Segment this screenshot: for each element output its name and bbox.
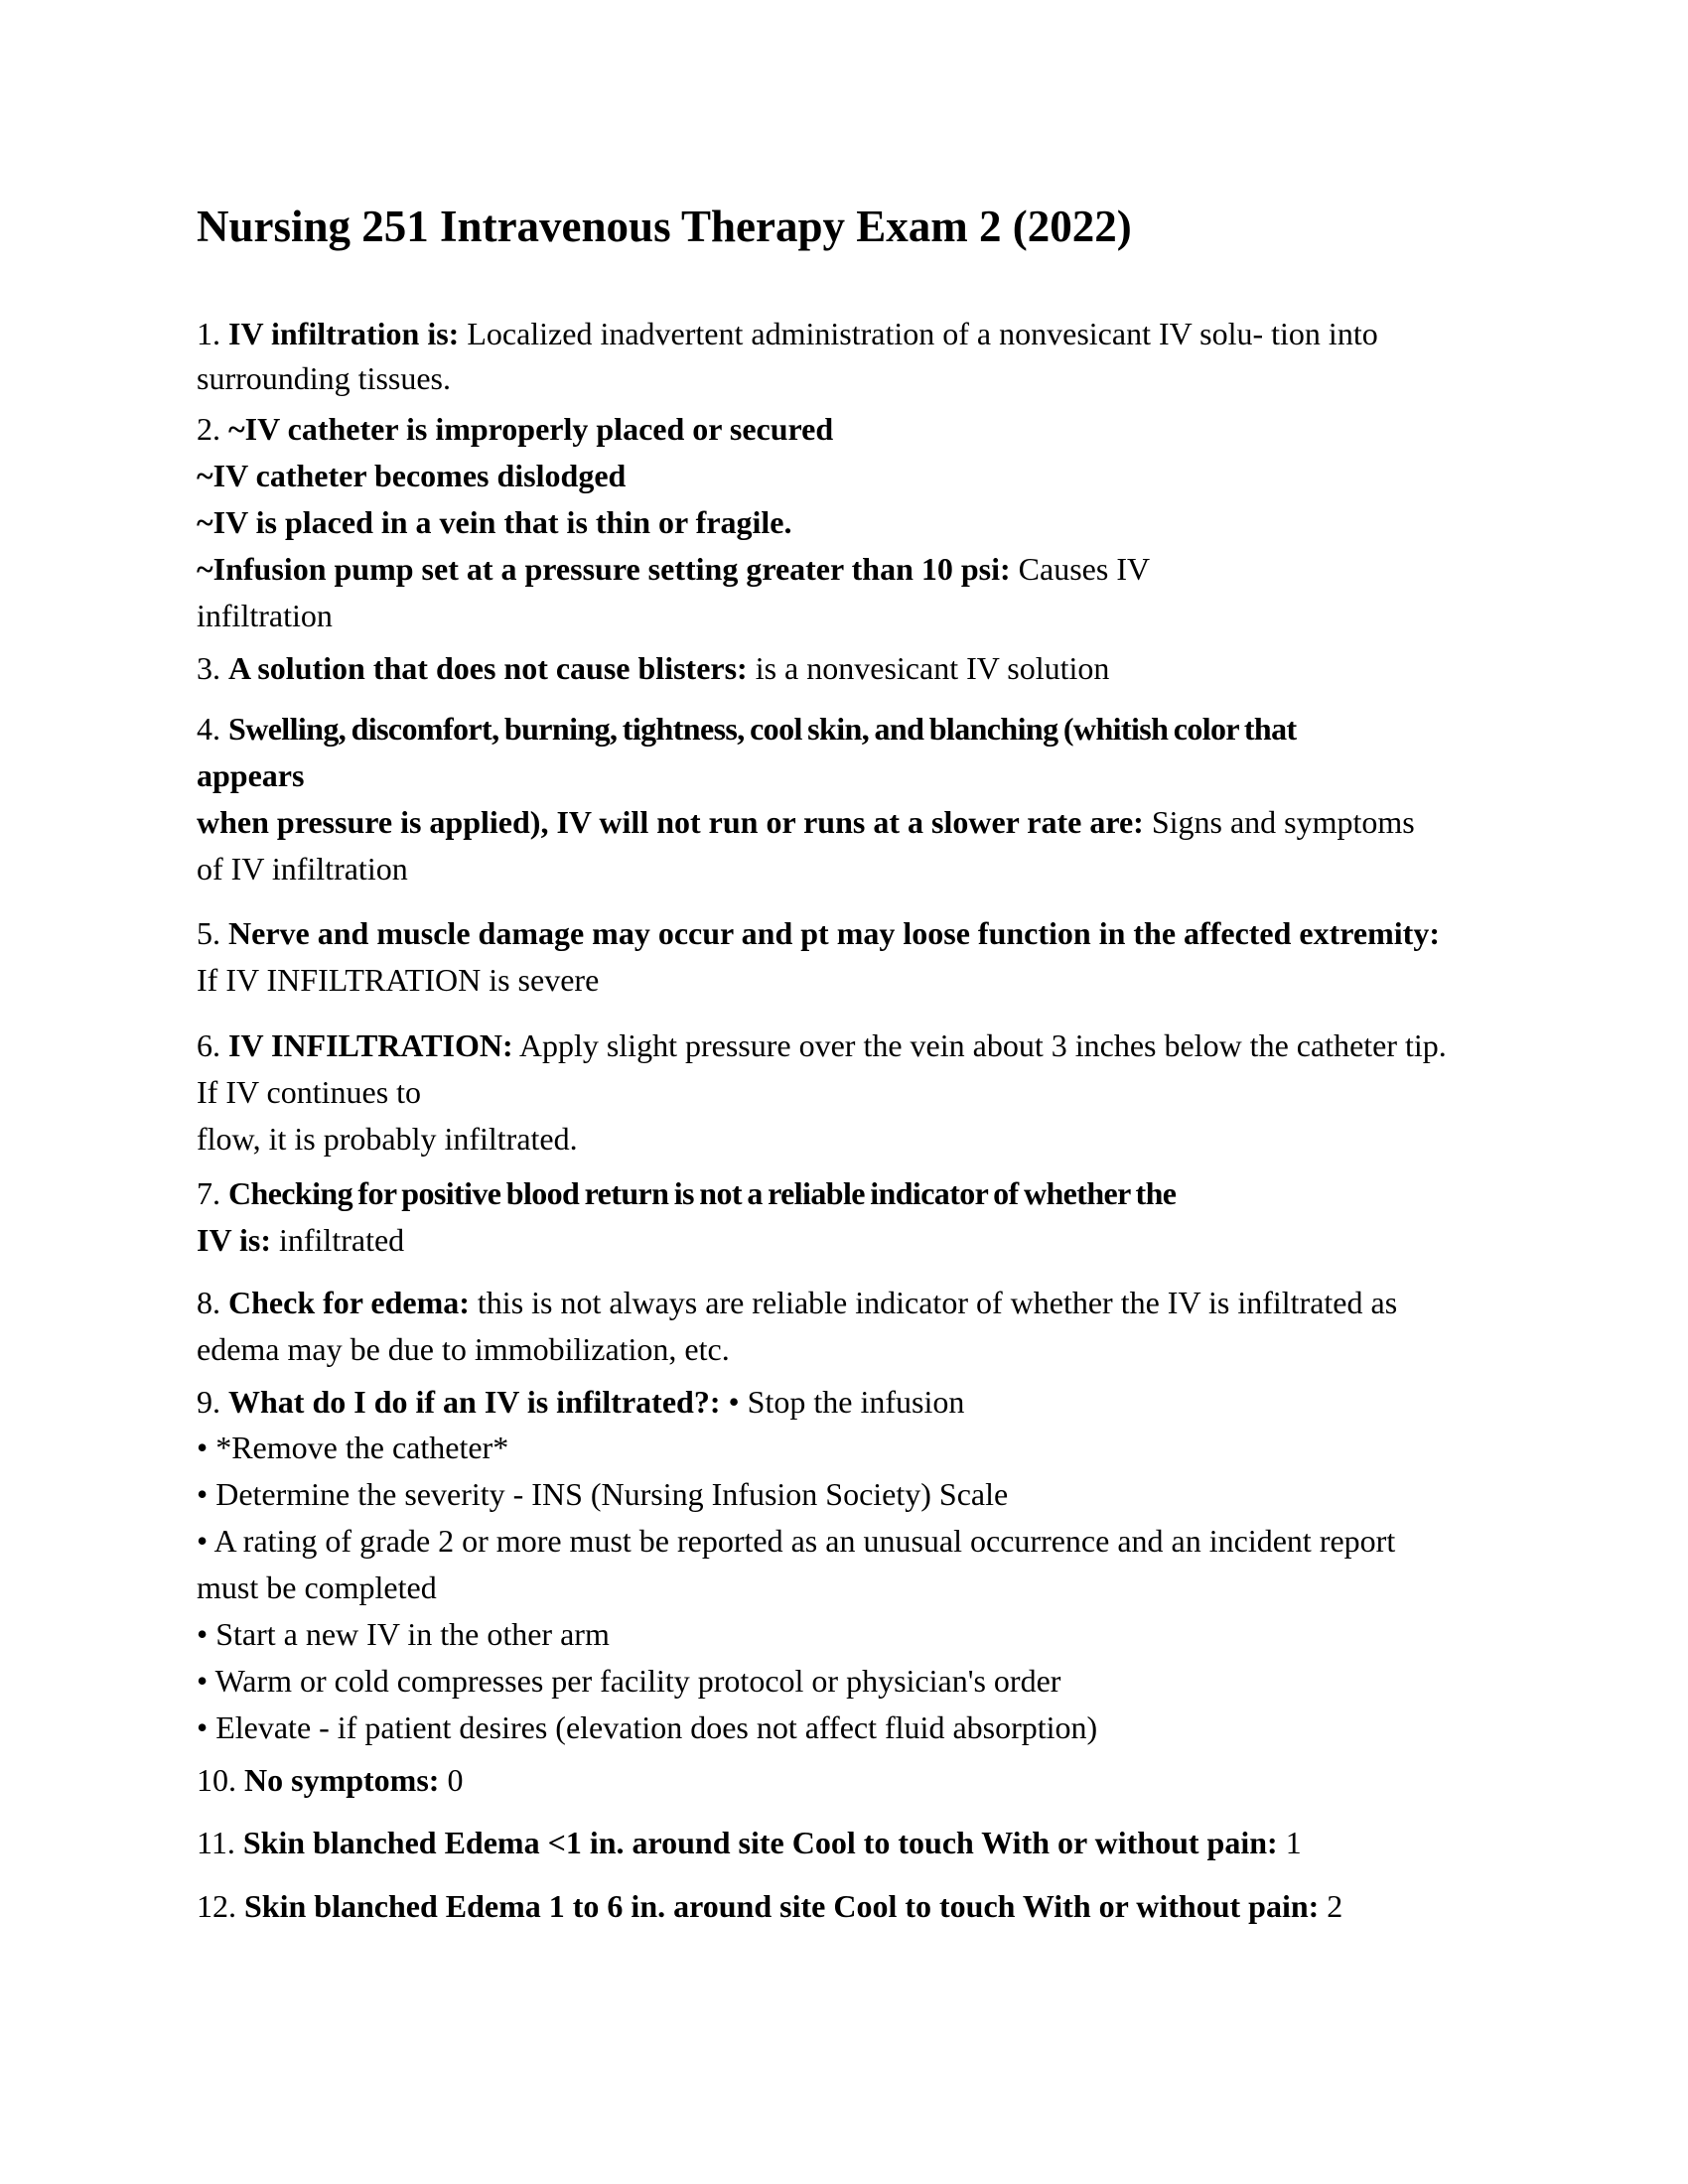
bullet-item: • Start a new IV in the other arm (197, 1616, 610, 1652)
item-definition: 2 (1327, 1888, 1343, 1924)
item-term: Check for edema: (228, 1285, 470, 1320)
item-definition-continued: infiltration (197, 598, 333, 633)
list-item (197, 646, 1109, 690)
item-definition-continued: of IV infiltration (197, 851, 408, 887)
bullet-item: • Warm or cold compresses per facility protocol or physician's order (197, 1663, 1061, 1699)
item-definition: this is not always are reliable indicator of whether the IV is infiltrated as (477, 1285, 1398, 1320)
item-term: Skin blanched Edema 1 to 6 in. around site Cool to touch With or without pain: (244, 1888, 1320, 1924)
item-term-continued: ~Infusion pump set at a pressure setting greater than 10 psi: Causes IV (197, 551, 1151, 587)
item-definition: infiltrated (278, 1222, 405, 1258)
item-term: IV INFILTRATION: (228, 1027, 513, 1063)
item-definition: is a nonvesicant IV solution (755, 650, 1110, 686)
item-number: 7. (197, 1175, 220, 1211)
list-item (197, 1024, 1447, 1067)
item-definition-continued: edema may be due to immobilization, etc. (197, 1331, 730, 1367)
item-term: IV infiltration is: (228, 316, 460, 351)
item-definition-continued: flow, it is probably infiltrated. (197, 1121, 578, 1157)
list-item (197, 1884, 1342, 1928)
item-term: Nerve and muscle damage may occur and pt may loose function in the affected extremity: (228, 915, 1440, 951)
item-term: ~IV catheter is improperly placed or secured (228, 411, 834, 447)
item-number: 9. (197, 1384, 220, 1420)
bullet-item: • *Remove the catheter* (197, 1430, 509, 1465)
item-term: Checking for positive blood return is not a reliable indicator of whether the (228, 1175, 1177, 1211)
item-number: 12. (197, 1888, 236, 1924)
item-term-continued: appears (197, 757, 305, 793)
item-term: A solution that does not cause blisters: (228, 650, 748, 686)
item-definition: 1 (1285, 1825, 1302, 1860)
item-definition: Causes IV (1018, 551, 1151, 587)
item-definition: • Stop the infusion (728, 1384, 965, 1420)
item-number: 1. (197, 316, 220, 351)
page-title: Nursing 251 Intravenous Therapy Exam 2 (2022) (197, 202, 1132, 251)
list-item (197, 1821, 1302, 1864)
bullet-item: • Determine the severity - INS (Nursing Infusion Society) Scale (197, 1476, 1009, 1512)
list-item (197, 1281, 1397, 1324)
bullet-item-continued: must be completed (197, 1570, 437, 1605)
item-term: Skin blanched Edema <1 in. around site Cool to touch With or without pain: (242, 1825, 1278, 1860)
item-term: What do I do if an IV is infiltrated?: (228, 1384, 721, 1420)
list-item (197, 911, 1440, 955)
list-item (197, 707, 1297, 751)
list-item (197, 407, 833, 451)
item-term-continued: ~IV is placed in a vein that is thin or fragile. (197, 504, 792, 540)
item-number: 5. (197, 915, 220, 951)
item-term-continued: IV is: infiltrated (197, 1222, 405, 1258)
item-term-continued: when pressure is applied), IV will not run or runs at a slower rate are: Signs and symptoms (197, 804, 1415, 840)
item-number: 3. (197, 650, 220, 686)
item-number: 4. (197, 711, 220, 747)
item-term-continued: ~IV catheter becomes dislodged (197, 458, 627, 493)
list-item (197, 1758, 463, 1802)
item-definition: 0 (447, 1762, 464, 1798)
item-definition-continued: If IV continues to (197, 1074, 422, 1110)
bullet-item: • Elevate - if patient desires (elevation does not affect fluid absorption) (197, 1709, 1098, 1745)
item-definition: If IV INFILTRATION is severe (197, 962, 600, 998)
item-term: No symptoms: (244, 1762, 440, 1798)
item-definition: Localized inadvertent administration of a nonvesicant IV solu- tion into (467, 316, 1378, 351)
item-number: 6. (197, 1027, 220, 1063)
list-item (197, 312, 1378, 355)
item-definition: Signs and symptoms (1151, 804, 1415, 840)
item-number: 10. (197, 1762, 236, 1798)
item-definition: Apply slight pressure over the vein about 3 inches below the catheter tip. (518, 1027, 1447, 1063)
list-item (197, 1380, 964, 1424)
item-term: Swelling, discomfort, burning, tightness, cool skin, and blanching (whitish color that (228, 711, 1297, 747)
bullet-item: • A rating of grade 2 or more must be reported as an unusual occurrence and an incident report (197, 1523, 1396, 1559)
item-number: 11. (197, 1825, 235, 1860)
list-item (197, 1171, 1176, 1215)
item-number: 2. (197, 411, 220, 447)
item-number: 8. (197, 1285, 220, 1320)
item-definition-continued: surrounding tissues. (197, 360, 451, 396)
